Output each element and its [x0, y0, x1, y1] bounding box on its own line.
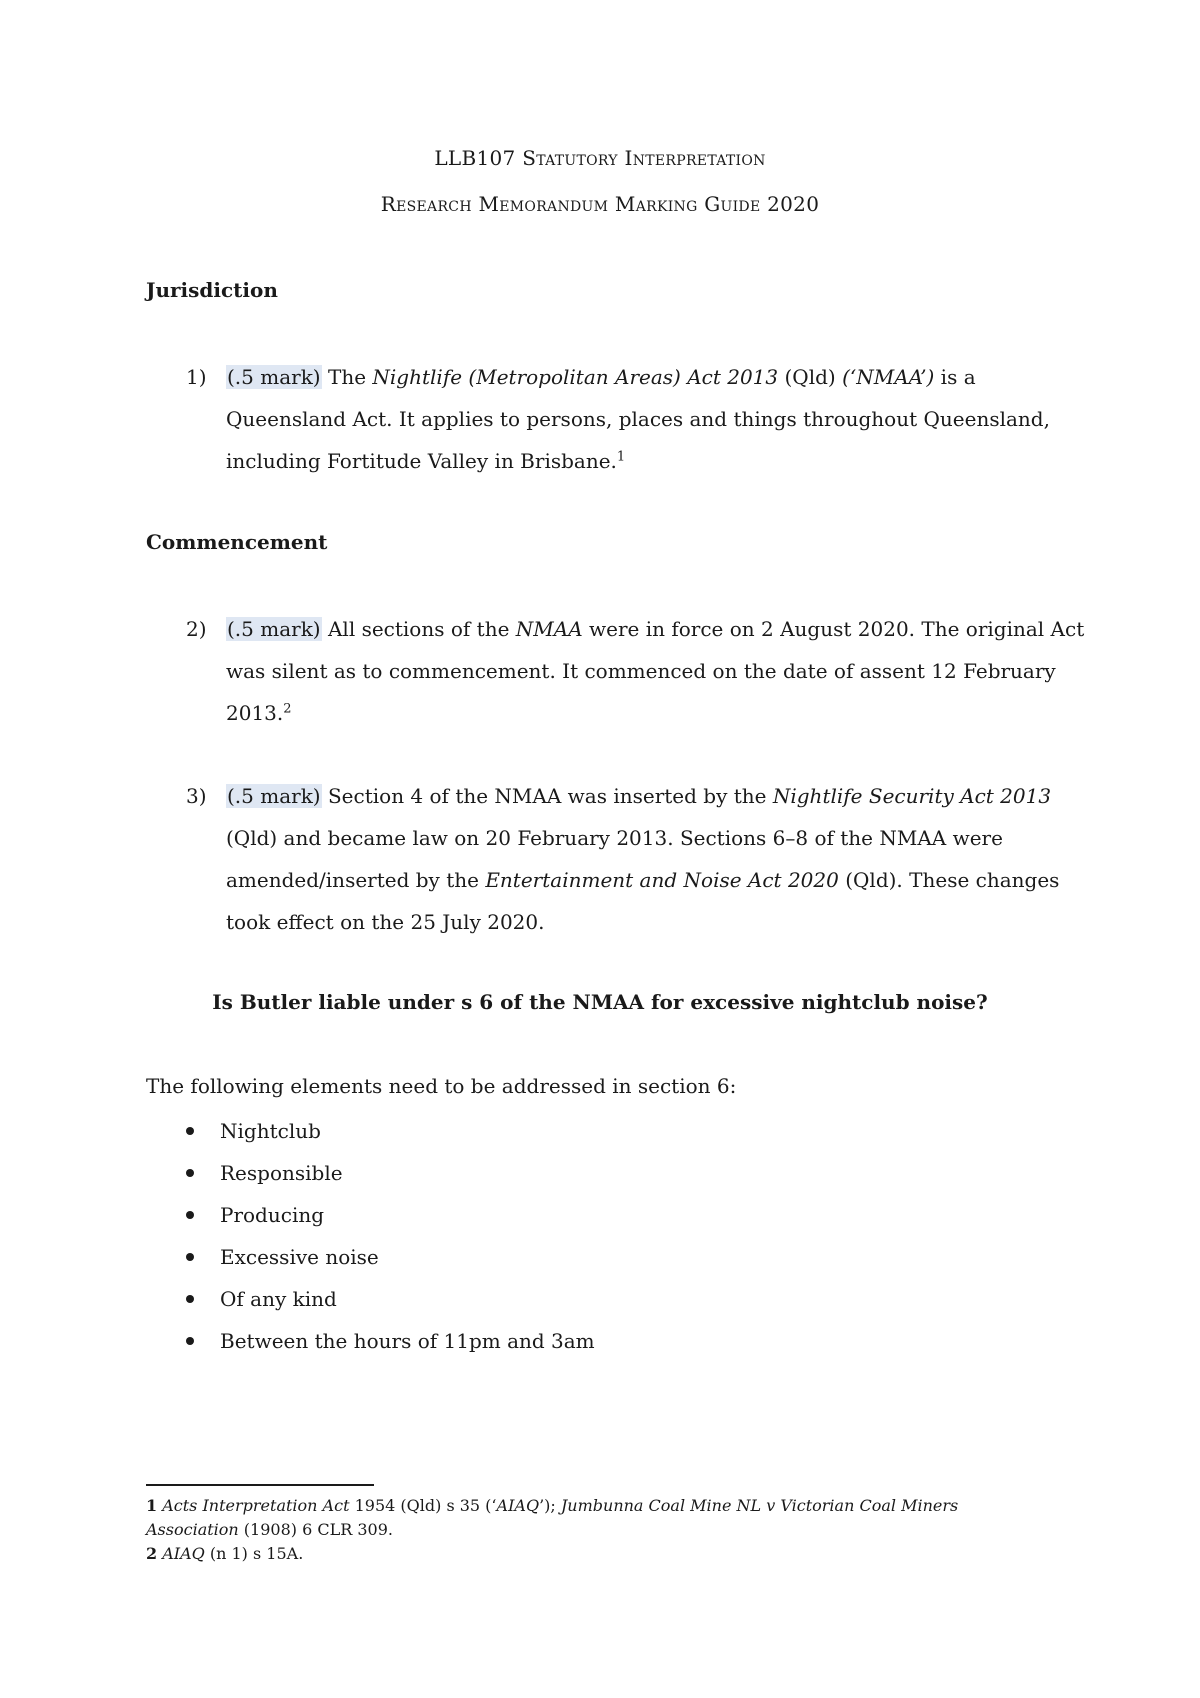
- numbered-item-3: [186, 775, 1086, 943]
- list-item: [186, 1110, 595, 1152]
- item-text: (Qld) and became law on 20 February 2013. Sections 6–8 of the NMAA were amended/inserted by the: [226, 826, 1003, 892]
- question-heading: Is Butler liable under s 6 of the NMAA for excessive nightclub noise?: [212, 990, 988, 1014]
- act-title: Acts Interpretation Act: [162, 1496, 350, 1515]
- footnote-ref-1[interactable]: 1: [616, 449, 626, 465]
- document-title: LLB107 Statutory Interpretation: [434, 146, 766, 170]
- list-item: [186, 1278, 595, 1320]
- list-item-label: Producing: [220, 1203, 325, 1227]
- case-name: Jumbunna Coal Mine NL v Victorian Coal Miners Association: [146, 1496, 959, 1539]
- mark-highlight: (.5 mark): [227, 365, 321, 389]
- section-heading-jurisdiction: Jurisdiction: [146, 278, 278, 302]
- list-item: [186, 1152, 595, 1194]
- act-abbreviation: AIAQ: [162, 1544, 205, 1563]
- section-heading-commencement: Commencement: [146, 530, 328, 554]
- list-item: [186, 1320, 595, 1362]
- footnote-2: [146, 1542, 1046, 1566]
- item-body: [226, 356, 1086, 482]
- list-item-label: Nightclub: [220, 1119, 321, 1143]
- footnote-text: (1908) 6 CLR 309.: [238, 1520, 393, 1539]
- act-title: Entertainment and Noise Act 2020: [485, 868, 839, 892]
- item-text: The: [321, 365, 373, 389]
- elements-list: [186, 1110, 595, 1362]
- footnote-text: ’);: [539, 1496, 561, 1515]
- footnote-number: 1: [146, 1496, 158, 1515]
- item-number: 2): [186, 617, 207, 641]
- footnote-number: 2: [146, 1544, 158, 1563]
- bullet-icon: [186, 1169, 194, 1177]
- item-text: (Qld): [778, 365, 843, 389]
- item-number: 3): [186, 784, 207, 808]
- act-title: Nightlife (Metropolitan Areas) Act 2013: [372, 365, 779, 389]
- item-text: Section 4 of the NMAA was inserted by the: [321, 784, 773, 808]
- act-abbreviation: NMAA: [515, 617, 583, 641]
- bullet-icon: [186, 1253, 194, 1261]
- list-item-label: Between the hours of 11pm and 3am: [220, 1329, 595, 1353]
- elements-intro: The following elements need to be addressed in section 6:: [146, 1074, 737, 1098]
- footnotes: [146, 1494, 1046, 1566]
- list-item-label: Of any kind: [220, 1287, 337, 1311]
- numbered-item-2: [186, 608, 1086, 734]
- list-item-label: Responsible: [220, 1161, 343, 1185]
- item-text: were in force on 2 August 2020. The original Act was silent as to commencement. It commenced on the date of assent 12 February 2013.: [226, 617, 1085, 725]
- bullet-icon: [186, 1295, 194, 1303]
- list-item: [186, 1236, 595, 1278]
- bullet-icon: [186, 1127, 194, 1135]
- bullet-icon: [186, 1337, 194, 1345]
- document-subtitle: Research Memorandum Marking Guide 2020: [380, 192, 820, 216]
- item-body: [226, 775, 1086, 943]
- list-item: [186, 1194, 595, 1236]
- numbered-item-1: [186, 356, 1086, 482]
- mark-highlight: (.5 mark): [227, 617, 321, 641]
- footnote-divider: [146, 1484, 374, 1486]
- item-text: All sections of the: [321, 617, 516, 641]
- act-title: Nightlife Security Act 2013: [772, 784, 1052, 808]
- footnote-text: 1954 (Qld) s 35 (‘: [349, 1496, 497, 1515]
- mark-highlight: (.5 mark): [227, 784, 321, 808]
- item-body: [226, 608, 1086, 734]
- footnote-1: [146, 1494, 1046, 1542]
- footnote-ref-2[interactable]: 2: [283, 701, 292, 717]
- list-item-label: Excessive noise: [220, 1245, 379, 1269]
- footnote-text: (n 1) s 15A.: [204, 1544, 304, 1563]
- bullet-icon: [186, 1211, 194, 1219]
- act-abbreviation: (‘NMAA’): [842, 365, 935, 389]
- item-text: (Qld). These changes took effect on the 25 July 2020.: [226, 868, 1060, 934]
- item-text: is a Queensland Act. It applies to persons, places and things throughout Queensland, including Fortitude Valley in Brisbane.: [226, 365, 1050, 473]
- act-abbreviation: AIAQ: [496, 1496, 540, 1515]
- item-number: 1): [186, 365, 207, 389]
